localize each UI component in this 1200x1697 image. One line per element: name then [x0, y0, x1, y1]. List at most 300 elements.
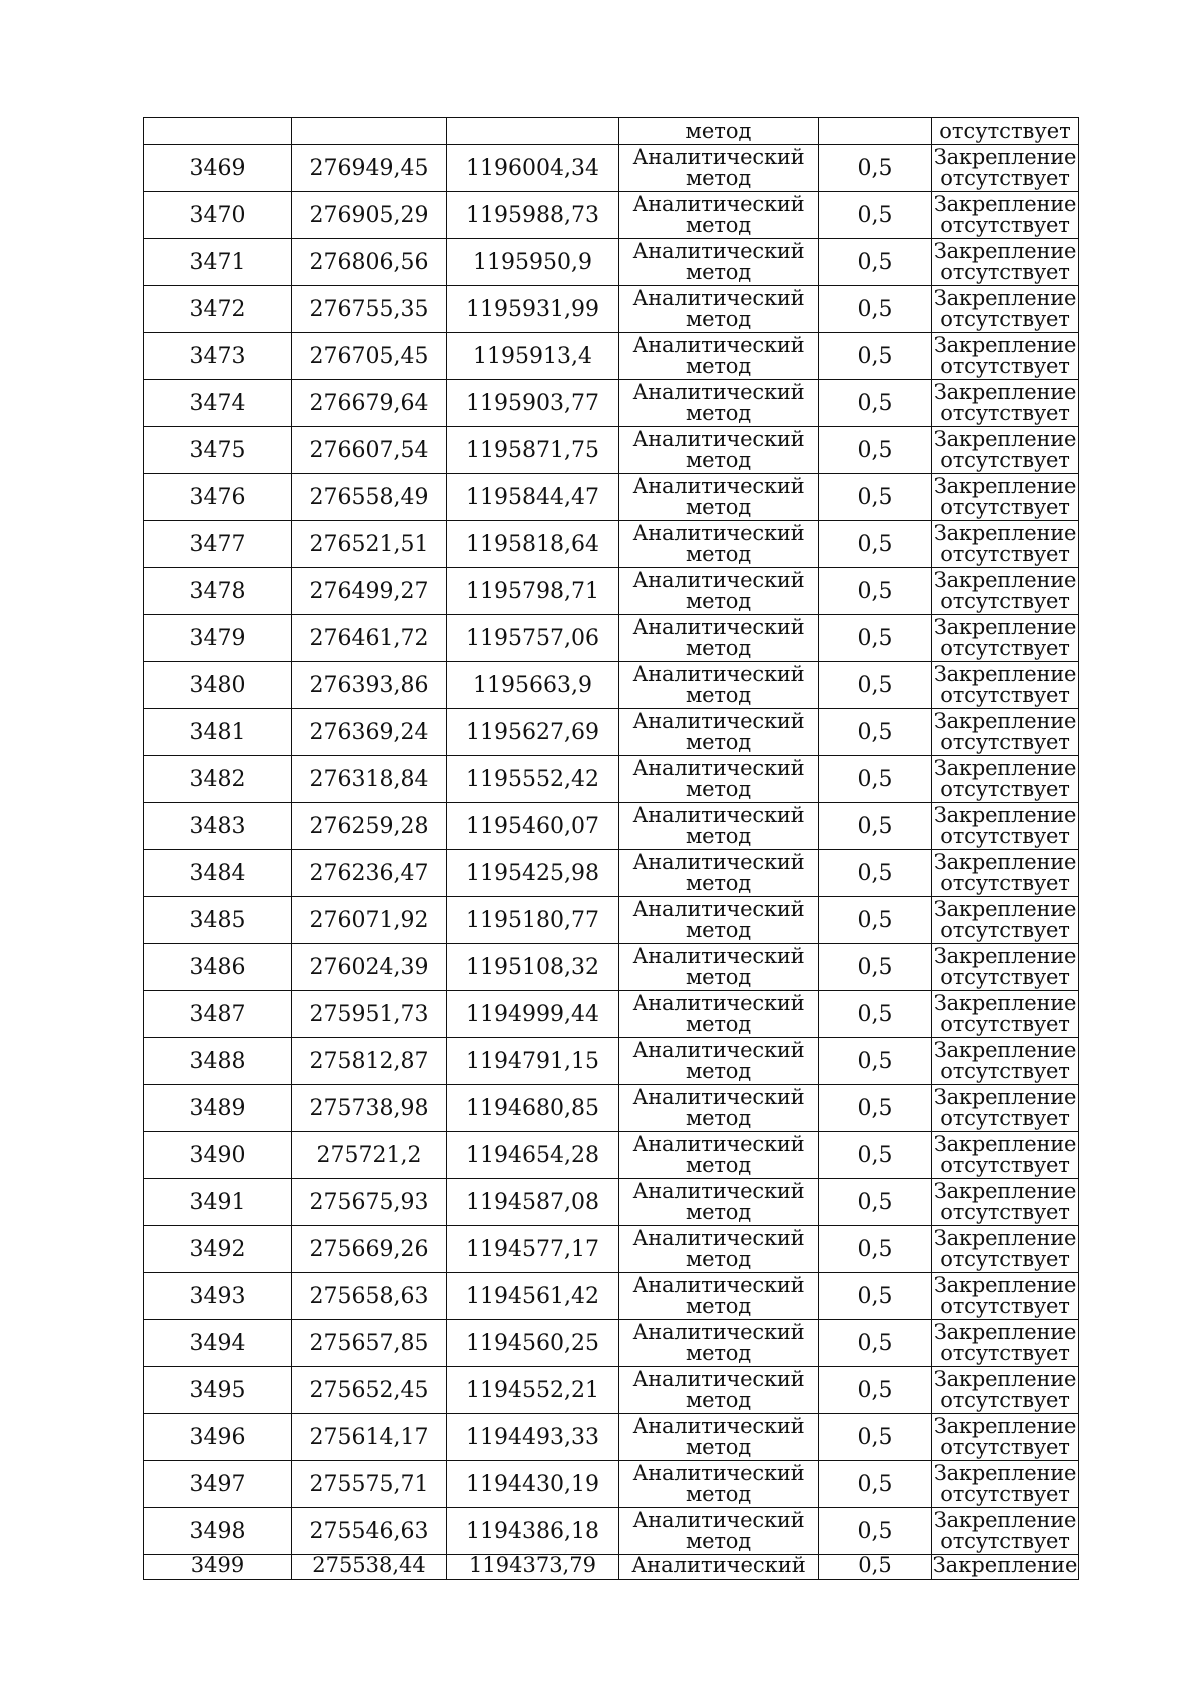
method-cell	[619, 521, 819, 568]
point-number-cell: 3480	[144, 662, 292, 709]
fixing-line-1: Закрепление	[933, 1085, 1077, 1109]
fixing-cell	[932, 239, 1079, 286]
fixing-cell	[932, 1508, 1079, 1555]
method-line-1: Аналитический	[632, 239, 805, 263]
x-coordinate-cell: 276499,27	[292, 568, 447, 615]
y-coordinate-cell: 1194587,08	[447, 1179, 619, 1226]
method-line-2: метод	[686, 777, 751, 801]
fixing-line-2: отсутствует	[940, 1341, 1070, 1365]
method-line-2: метод	[686, 354, 751, 378]
precision-cell: 0,5	[819, 145, 932, 192]
fixing-line-1: Закрепление	[933, 239, 1077, 263]
fixing-line-2: отсутствует	[940, 401, 1070, 425]
x-coordinate-cell: 275658,63	[292, 1273, 447, 1320]
fixing-line-2: отсутствует	[940, 213, 1070, 237]
fixing-line-2: отсутствует	[940, 1153, 1070, 1177]
fixing-line-2: отсутствует	[940, 307, 1070, 331]
x-coordinate-cell: 276705,45	[292, 333, 447, 380]
method-line-2: метод	[686, 683, 751, 707]
fixing-line-1: Закрепление	[933, 991, 1077, 1015]
y-coordinate-cell: 1195950,9	[447, 239, 619, 286]
fixing-line-1: Закрепление	[933, 568, 1077, 592]
fixing-line-1: Закрепление	[933, 1461, 1077, 1485]
method-cell	[619, 803, 819, 850]
fixing-line-2: отсутствует	[940, 965, 1070, 989]
table-row-continued	[144, 118, 1079, 145]
fixing-cell	[932, 1132, 1079, 1179]
point-number-cell: 3491	[144, 1179, 292, 1226]
fixing-line-1: Закрепление	[933, 333, 1077, 357]
table-row	[144, 427, 1079, 474]
x-coordinate-cell: 276806,56	[292, 239, 447, 286]
method-cell	[619, 1226, 819, 1273]
y-coordinate-cell: 1195460,07	[447, 803, 619, 850]
y-coordinate-cell: 1195844,47	[447, 474, 619, 521]
fixing-line-2: отсутствует	[940, 166, 1070, 190]
method-line-2: метод	[686, 918, 751, 942]
x-coordinate-cell: 276905,29	[292, 192, 447, 239]
fixing-line-1: Закрепление	[933, 850, 1077, 874]
method-line-1: Аналитический	[632, 1273, 805, 1297]
fixing-line-2: отсутствует	[940, 824, 1070, 848]
x-coordinate-cell: 275657,85	[292, 1320, 447, 1367]
table-row	[144, 1273, 1079, 1320]
method-cell	[619, 1038, 819, 1085]
method-line-1: Аналитический	[632, 1132, 805, 1156]
fixing-cell	[932, 286, 1079, 333]
x-coordinate-cell: 276236,47	[292, 850, 447, 897]
point-number-cell: 3477	[144, 521, 292, 568]
fixing-line-2: отсутствует	[940, 589, 1070, 613]
precision-cell: 0,5	[819, 944, 932, 991]
method-line-2: метод	[686, 495, 751, 519]
fixing-line-1: Закрепление	[933, 662, 1077, 686]
precision-cell: 0,5	[819, 662, 932, 709]
table-row	[144, 850, 1079, 897]
method-line-2: метод	[686, 965, 751, 989]
fixing-line-2: отсутствует	[940, 1247, 1070, 1271]
x-coordinate-cell: 275652,45	[292, 1367, 447, 1414]
method-line-1: Аналитический	[632, 991, 805, 1015]
method-cell	[619, 991, 819, 1038]
y-coordinate-cell: 1195663,9	[447, 662, 619, 709]
fixing-line-2: отсутствует	[940, 918, 1070, 942]
precision-cell: 0,5	[819, 1038, 932, 1085]
point-number-cell: 3495	[144, 1367, 292, 1414]
point-number-cell	[144, 118, 292, 145]
fixing-cell	[932, 944, 1079, 991]
method-line-1: Аналитический	[632, 1508, 805, 1532]
fixing-cell	[932, 615, 1079, 662]
method-cell	[619, 474, 819, 521]
method-line-2: метод	[686, 730, 751, 754]
method-line-2: метод	[686, 1294, 751, 1318]
x-coordinate-cell: 276071,92	[292, 897, 447, 944]
table-row	[144, 1461, 1079, 1508]
table-row	[144, 1508, 1079, 1555]
fixing-cell	[932, 1085, 1079, 1132]
point-number-cell: 3488	[144, 1038, 292, 1085]
method-line-2: метод	[686, 448, 751, 472]
method-line-2: метод	[686, 1106, 751, 1130]
fixing-cell	[932, 474, 1079, 521]
method-line-2: метод	[686, 213, 751, 237]
fixing-line-1: Закрепление	[933, 1273, 1077, 1297]
precision-cell: 0,5	[819, 568, 932, 615]
fixing-line-2: отсутствует	[940, 1200, 1070, 1224]
y-coordinate-cell: 1194577,17	[447, 1226, 619, 1273]
method-line-2: метод	[686, 1388, 751, 1412]
y-coordinate-cell: 1194430,19	[447, 1461, 619, 1508]
fixing-cell	[932, 662, 1079, 709]
x-coordinate-cell: 276558,49	[292, 474, 447, 521]
method-cell	[619, 1085, 819, 1132]
method-cell	[619, 427, 819, 474]
precision-cell: 0,5	[819, 1179, 932, 1226]
method-line-1: Аналитический	[632, 1367, 805, 1391]
y-coordinate-cell: 1195988,73	[447, 192, 619, 239]
fixing-line-2: отсутствует	[940, 683, 1070, 707]
x-coordinate-cell: 275738,98	[292, 1085, 447, 1132]
fixing-line-1: Закрепление	[933, 944, 1077, 968]
method-line-1: Аналитический	[632, 944, 805, 968]
fixing-cell	[932, 192, 1079, 239]
table-row	[144, 1179, 1079, 1226]
x-coordinate-cell: 276461,72	[292, 615, 447, 662]
point-number-cell: 3476	[144, 474, 292, 521]
method-cell: метод	[619, 118, 819, 145]
x-coordinate-cell: 276393,86	[292, 662, 447, 709]
method-line-1: Аналитический	[632, 615, 805, 639]
method-cell	[619, 615, 819, 662]
method-line-1: Аналитический	[632, 145, 805, 169]
method-cell	[619, 709, 819, 756]
fixing-line-2: отсутствует	[940, 448, 1070, 472]
point-number-cell: 3469	[144, 145, 292, 192]
fixing-line-1: Закрепление	[933, 1179, 1077, 1203]
fixing-line-2: отсутствует	[940, 1106, 1070, 1130]
method-line-1: Аналитический	[632, 380, 805, 404]
fixing-cell	[932, 709, 1079, 756]
table-row	[144, 145, 1079, 192]
point-number-cell: 3493	[144, 1273, 292, 1320]
point-number-cell: 3479	[144, 615, 292, 662]
point-number-cell: 3474	[144, 380, 292, 427]
point-number-cell: 3484	[144, 850, 292, 897]
table-row	[144, 709, 1079, 756]
precision-cell: 0,5	[819, 850, 932, 897]
fixing-line-2: отсутствует	[940, 777, 1070, 801]
method-line-2: метод	[686, 542, 751, 566]
fixing-line-2: отсутствует	[940, 1294, 1070, 1318]
method-line-1: Аналитический	[632, 568, 805, 592]
fixing-cell	[932, 1414, 1079, 1461]
precision-cell: 0,5	[819, 192, 932, 239]
precision-cell: 0,5	[819, 427, 932, 474]
fixing-cell	[932, 1179, 1079, 1226]
x-coordinate-cell	[292, 118, 447, 145]
method-line-1: Аналитический	[632, 1461, 805, 1485]
fixing-line-1: Закрепление	[933, 1226, 1077, 1250]
method-cell	[619, 944, 819, 991]
method-cell	[619, 1367, 819, 1414]
fixing-line-1: Закрепление	[933, 1132, 1077, 1156]
x-coordinate-cell: 275721,2	[292, 1132, 447, 1179]
point-number-cell: 3486	[144, 944, 292, 991]
method-line-1: Аналитический	[632, 1320, 805, 1344]
method-cell	[619, 1132, 819, 1179]
table-row	[144, 1132, 1079, 1179]
x-coordinate-cell: 275546,63	[292, 1508, 447, 1555]
fixing-line-2: отсутствует	[940, 260, 1070, 284]
method-line-1: Аналитический	[632, 662, 805, 686]
x-coordinate-cell: 276949,45	[292, 145, 447, 192]
x-coordinate-cell: 275538,44	[292, 1555, 447, 1580]
fixing-line-1: Закрепление	[933, 474, 1077, 498]
fixing-cell	[932, 380, 1079, 427]
x-coordinate-cell: 275951,73	[292, 991, 447, 1038]
fixing-line-2: отсутствует	[940, 1388, 1070, 1412]
fixing-line-2: отсутствует	[940, 730, 1070, 754]
point-number-cell: 3489	[144, 1085, 292, 1132]
precision-cell: 0,5	[819, 1320, 932, 1367]
method-line-1: Аналитический	[632, 897, 805, 921]
method-cell	[619, 568, 819, 615]
table-row	[144, 1038, 1079, 1085]
precision-cell: 0,5	[819, 286, 932, 333]
x-coordinate-cell: 276755,35	[292, 286, 447, 333]
table-row	[144, 615, 1079, 662]
method-line-1: Аналитический	[632, 756, 805, 780]
fixing-line-2: отсутствует	[940, 354, 1070, 378]
y-coordinate-cell: 1194373,79	[447, 1555, 619, 1580]
y-coordinate-cell: 1196004,34	[447, 145, 619, 192]
precision-cell: 0,5	[819, 709, 932, 756]
precision-cell: 0,5	[819, 1367, 932, 1414]
method-line-1: Аналитический	[632, 427, 805, 451]
fixing-cell	[932, 1367, 1079, 1414]
table-row	[144, 1414, 1079, 1461]
fixing-cell	[932, 1461, 1079, 1508]
point-number-cell: 3472	[144, 286, 292, 333]
y-coordinate-cell: 1194560,25	[447, 1320, 619, 1367]
method-line-1: Аналитический	[632, 709, 805, 733]
method-line-1: Аналитический	[632, 1179, 805, 1203]
precision-cell: 0,5	[819, 474, 932, 521]
fixing-line-1: Закрепление	[933, 380, 1077, 404]
point-number-cell: 3487	[144, 991, 292, 1038]
method-line-2: метод	[686, 1435, 751, 1459]
fixing-line-2: отсутствует	[940, 542, 1070, 566]
precision-cell: 0,5	[819, 239, 932, 286]
fixing-cell	[932, 991, 1079, 1038]
method-cell	[619, 239, 819, 286]
method-line-1: Аналитический	[632, 1226, 805, 1250]
method-cell	[619, 662, 819, 709]
precision-cell: 0,5	[819, 1132, 932, 1179]
fixing-line-1: Закрепление	[933, 709, 1077, 733]
y-coordinate-cell: 1194552,21	[447, 1367, 619, 1414]
precision-cell: 0,5	[819, 1461, 932, 1508]
point-number-cell: 3497	[144, 1461, 292, 1508]
method-cell	[619, 756, 819, 803]
precision-cell: 0,5	[819, 1555, 932, 1580]
table-row	[144, 944, 1079, 991]
y-coordinate-cell: 1195931,99	[447, 286, 619, 333]
fixing-line-1: Закрепление	[933, 286, 1077, 310]
y-coordinate-cell: 1194680,85	[447, 1085, 619, 1132]
fixing-line-1: Закрепление	[933, 521, 1077, 545]
table-row	[144, 1226, 1079, 1273]
method-line-2: метод	[686, 1529, 751, 1553]
method-cell	[619, 850, 819, 897]
table-row	[144, 568, 1079, 615]
fixing-line-1: Закрепление	[933, 1038, 1077, 1062]
y-coordinate-cell: 1195798,71	[447, 568, 619, 615]
method-cell	[619, 333, 819, 380]
x-coordinate-cell: 275669,26	[292, 1226, 447, 1273]
point-number-cell: 3471	[144, 239, 292, 286]
fixing-line-1: Закрепление	[933, 145, 1077, 169]
fixing-cell	[932, 145, 1079, 192]
method-cell	[619, 192, 819, 239]
y-coordinate-cell: 1194561,42	[447, 1273, 619, 1320]
table-row	[144, 897, 1079, 944]
y-coordinate-cell: 1194791,15	[447, 1038, 619, 1085]
fixing-line-1: Закрепление	[933, 1320, 1077, 1344]
method-line-1: Аналитический	[632, 521, 805, 545]
fixing-line-1: Закрепление	[933, 192, 1077, 216]
fixing-cell: Закрепление	[932, 1555, 1079, 1580]
fixing-line-1: Закрепление	[933, 1367, 1077, 1391]
precision-cell: 0,5	[819, 1414, 932, 1461]
y-coordinate-cell: 1195913,4	[447, 333, 619, 380]
y-coordinate-cell: 1195108,32	[447, 944, 619, 991]
table-row	[144, 192, 1079, 239]
point-number-cell: 3473	[144, 333, 292, 380]
method-cell	[619, 1414, 819, 1461]
fixing-cell	[932, 568, 1079, 615]
x-coordinate-cell: 276259,28	[292, 803, 447, 850]
method-line-2: метод	[686, 401, 751, 425]
table-row	[144, 991, 1079, 1038]
fixing-line-2: отсутствует	[940, 871, 1070, 895]
precision-cell: 0,5	[819, 991, 932, 1038]
method-line-2: метод	[686, 1153, 751, 1177]
method-cell	[619, 1179, 819, 1226]
method-cell	[619, 897, 819, 944]
method-line-2: метод	[686, 307, 751, 331]
fixing-cell	[932, 427, 1079, 474]
table-row	[144, 380, 1079, 427]
x-coordinate-cell: 276024,39	[292, 944, 447, 991]
x-coordinate-cell: 276607,54	[292, 427, 447, 474]
method-line-1: Аналитический	[632, 333, 805, 357]
method-line-1: Аналитический	[632, 474, 805, 498]
table-row	[144, 803, 1079, 850]
method-cell	[619, 286, 819, 333]
fixing-line-2: отсутствует	[940, 495, 1070, 519]
table-row	[144, 474, 1079, 521]
method-line-2: метод	[686, 1482, 751, 1506]
precision-cell: 0,5	[819, 521, 932, 568]
point-number-cell: 3470	[144, 192, 292, 239]
point-number-cell: 3499	[144, 1555, 292, 1580]
method-cell	[619, 380, 819, 427]
precision-cell: 0,5	[819, 1085, 932, 1132]
y-coordinate-cell: 1195180,77	[447, 897, 619, 944]
method-line-2: метод	[686, 166, 751, 190]
y-coordinate-cell: 1194654,28	[447, 1132, 619, 1179]
y-coordinate-cell: 1194493,33	[447, 1414, 619, 1461]
fixing-cell	[932, 850, 1079, 897]
point-number-cell: 3492	[144, 1226, 292, 1273]
table-row	[144, 1367, 1079, 1414]
fixing-line-1: Закрепление	[933, 1508, 1077, 1532]
point-number-cell: 3483	[144, 803, 292, 850]
method-line-1: Аналитический	[632, 1414, 805, 1438]
fixing-cell	[932, 803, 1079, 850]
method-cell	[619, 1461, 819, 1508]
table-body	[144, 118, 1079, 1580]
point-number-cell: 3494	[144, 1320, 292, 1367]
point-number-cell: 3475	[144, 427, 292, 474]
fixing-line-2: отсутствует	[940, 1012, 1070, 1036]
fixing-cell	[932, 333, 1079, 380]
fixing-line-2: отсутствует	[940, 636, 1070, 660]
y-coordinate-cell	[447, 118, 619, 145]
table-row	[144, 1085, 1079, 1132]
fixing-cell	[932, 521, 1079, 568]
precision-cell: 0,5	[819, 380, 932, 427]
x-coordinate-cell: 276369,24	[292, 709, 447, 756]
precision-cell: 0,5	[819, 615, 932, 662]
precision-cell: 0,5	[819, 1508, 932, 1555]
y-coordinate-cell: 1195627,69	[447, 709, 619, 756]
method-cell	[619, 1320, 819, 1367]
y-coordinate-cell: 1195757,06	[447, 615, 619, 662]
y-coordinate-cell: 1194386,18	[447, 1508, 619, 1555]
fixing-cell	[932, 1226, 1079, 1273]
x-coordinate-cell: 276521,51	[292, 521, 447, 568]
method-line-2: метод	[686, 824, 751, 848]
method-cell	[619, 145, 819, 192]
y-coordinate-cell: 1195425,98	[447, 850, 619, 897]
table-row-cut	[144, 1555, 1079, 1580]
precision-cell: 0,5	[819, 1273, 932, 1320]
method-line-1: Аналитический	[632, 803, 805, 827]
method-cell	[619, 1273, 819, 1320]
method-line-1: Аналитический	[632, 850, 805, 874]
fixing-cell	[932, 1320, 1079, 1367]
method-line-2: метод	[686, 1200, 751, 1224]
fixing-line-1: Закрепление	[933, 897, 1077, 921]
method-line-2: метод	[686, 871, 751, 895]
x-coordinate-cell: 276679,64	[292, 380, 447, 427]
fixing-line-2: отсутствует	[940, 1059, 1070, 1083]
table-row	[144, 239, 1079, 286]
method-cell: Аналитический	[619, 1555, 819, 1580]
point-number-cell: 3490	[144, 1132, 292, 1179]
table-row	[144, 756, 1079, 803]
precision-cell: 0,5	[819, 756, 932, 803]
precision-cell: 0,5	[819, 803, 932, 850]
precision-cell: 0,5	[819, 333, 932, 380]
x-coordinate-cell: 276318,84	[292, 756, 447, 803]
method-line-2: метод	[686, 589, 751, 613]
fixing-cell	[932, 1273, 1079, 1320]
y-coordinate-cell: 1195903,77	[447, 380, 619, 427]
